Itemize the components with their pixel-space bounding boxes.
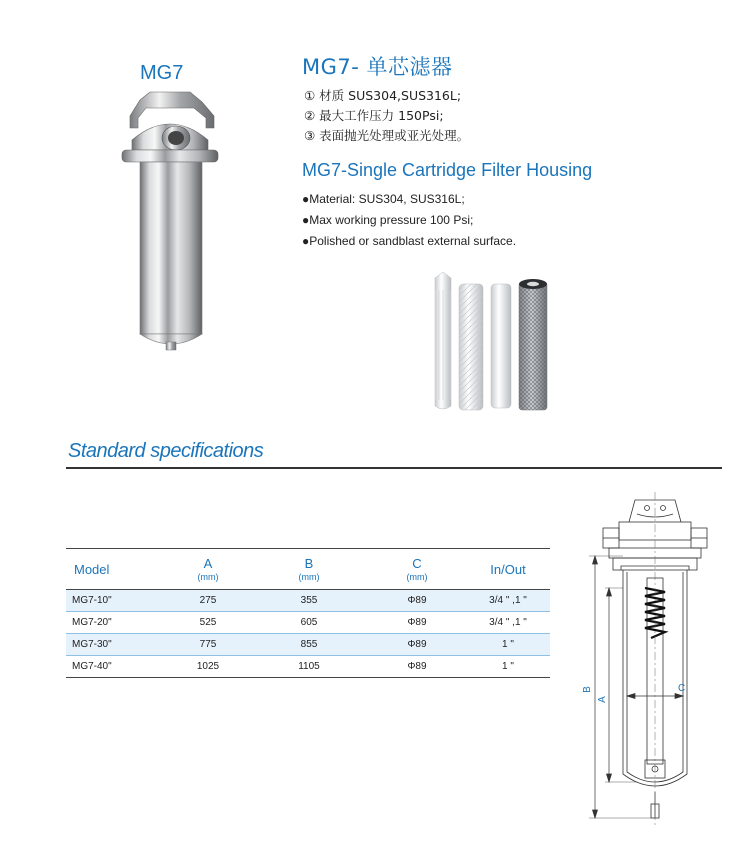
- filter-housing-image: [110, 88, 230, 358]
- dimension-label-c: C: [678, 683, 686, 694]
- cell-a: 1025: [196, 661, 220, 672]
- cn-spec-surface: ③ 表面抛光处理或亚光处理。: [304, 128, 470, 143]
- dimension-label-a: A: [596, 696, 608, 703]
- en-spec-pressure: ●Max working pressure 100 Psi;: [302, 213, 474, 227]
- cell-b: 1105: [298, 661, 320, 672]
- cell-model: MG7-20": [72, 617, 112, 628]
- cell-a: 775: [166, 634, 250, 656]
- table-row: [66, 634, 550, 656]
- col-header-c: C (mm): [406, 556, 428, 582]
- cn-spec-material: ① 材质 SUS304,SUS316L;: [304, 88, 462, 103]
- table-row: [66, 656, 550, 678]
- spec-table: [66, 548, 550, 678]
- cell-a: 275: [166, 590, 250, 612]
- dimension-label-b: B: [581, 686, 593, 693]
- cell-c: Φ89: [368, 634, 466, 656]
- section-divider: [66, 467, 722, 469]
- technical-drawing: [575, 492, 737, 830]
- section-title: Standard specifications: [68, 440, 264, 462]
- cell-inout: 3/4 " ,1 ": [489, 617, 527, 628]
- table-row: [66, 612, 550, 634]
- en-title: MG7-Single Cartridge Filter Housing: [302, 160, 593, 180]
- cn-title: MG7- 单芯滤器: [302, 55, 453, 79]
- col-header-b: B (mm): [298, 556, 320, 582]
- cell-a: 525: [199, 617, 217, 628]
- col-header-model: Model: [74, 561, 110, 577]
- col-header-a: A (mm): [197, 556, 219, 582]
- cell-b: 605: [300, 617, 318, 628]
- cell-inout: 1 ": [466, 634, 550, 656]
- cell-inout: 1 ": [502, 661, 514, 672]
- en-spec-surface: ●Polished or sandblast external surface.: [302, 234, 517, 248]
- cell-model: MG7-10": [66, 590, 166, 612]
- cell-b: 855: [250, 634, 368, 656]
- product-model-label: MG7: [140, 62, 184, 84]
- cn-spec-pressure: ② 最大工作压力 150Psi;: [304, 108, 444, 123]
- col-header-inout: In/Out: [490, 561, 526, 577]
- table-header-row: [66, 549, 550, 590]
- cell-inout: 3/4 " ,1 ": [466, 590, 550, 612]
- filter-cartridges-image: [425, 270, 555, 418]
- cell-b: 355: [250, 590, 368, 612]
- cell-c: Φ89: [407, 617, 427, 628]
- table-row: [66, 590, 550, 612]
- cell-c: Φ89: [407, 661, 427, 672]
- cell-c: Φ89: [368, 590, 466, 612]
- cell-model: MG7-40": [72, 661, 112, 672]
- en-spec-material: ●Material: SUS304, SUS316L;: [302, 192, 465, 206]
- cell-model: MG7-30": [66, 634, 166, 656]
